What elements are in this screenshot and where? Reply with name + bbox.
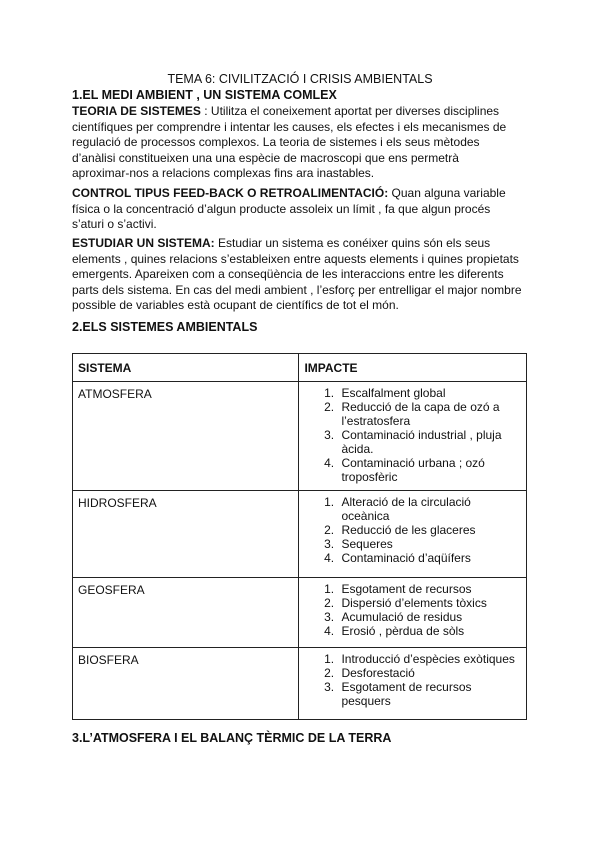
list-item: 2. Dispersió d’elements tòxics	[337, 596, 526, 610]
list-item: 1. Esgotament de recursos	[337, 582, 526, 596]
list-item: 4. Erosió , pèrdua de sòls	[337, 624, 526, 638]
impact-list	[299, 582, 526, 638]
table-row	[73, 648, 527, 720]
systems-table	[72, 353, 527, 720]
impact-cell	[299, 648, 527, 720]
term-control-feedback: CONTROL TIPUS FEED-BACK O RETROALIMENTACIÓ:	[72, 186, 389, 200]
term-estudiar-sistema: ESTUDIAR UN SISTEMA:	[72, 236, 215, 250]
list-item: 1. Introducció d’espècies exòtiques	[337, 652, 526, 666]
list-item: 4. Contaminació d’aqüífers	[337, 551, 526, 565]
table-row	[73, 491, 527, 578]
paragraph-estudiar-sistema: ESTUDIAR UN SISTEMA: Estudiar un sistema es conéixer quins són els seus elements , quines relacions s’estableixen entre aquests elements i quines propietats emergents. Apareixen com a conseqüència de les interaccions entre les diferents parts dels sistema. En cas del medi ambient , l’esforç per entrelligar el major nombre possible de variables està ocupant de científics de tot el món.	[72, 236, 522, 313]
list-item: 1. Escalfalment global	[337, 386, 526, 400]
list-item: 3. Acumulació de residus	[337, 610, 526, 624]
impact-list	[299, 495, 526, 565]
impact-list	[299, 652, 526, 708]
system-name: BIOSFERA	[73, 648, 299, 720]
section-heading-1: 1.EL MEDI AMBIENT , UN SISTEMA COMLEX	[72, 88, 337, 102]
paragraph-teoria-sistemes: TEORIA DE SISTEMES : Utilitza el coneixement aportat per diverses disciplines científiques per comprendre i intentar les causes, els efectes i els mecanismes de regulació de processos complexos. La teoria de sistemes i els seus mètodes d’anàlisi constitueixen una una espècie de macroscopi que ens permetrà aproximar-nos a relacions complexas fins ara inastables.	[72, 104, 507, 181]
system-name: ATMOSFERA	[73, 382, 299, 491]
impact-cell	[299, 491, 527, 578]
list-item: 2. Desforestació	[337, 666, 526, 680]
table-header-row	[73, 354, 527, 382]
list-item: 1. Alteració de la circulació oceànica	[337, 495, 526, 523]
paragraph-control-feedback: CONTROL TIPUS FEED-BACK O RETROALIMENTACIÓ: Quan alguna variable física o la concentració d’algun producte assoleix un límit , fa que algun procés s’aturi o s’activi.	[72, 186, 506, 232]
impact-cell	[299, 382, 527, 491]
table-row	[73, 578, 527, 648]
header-impacte: IMPACTE	[299, 354, 527, 382]
impact-cell	[299, 578, 527, 648]
list-item: 3. Sequeres	[337, 537, 526, 551]
list-item: 4. Contaminació urbana ; ozó troposfèric	[337, 456, 526, 484]
system-name: GEOSFERA	[73, 578, 299, 648]
system-name: HIDROSFERA	[73, 491, 299, 578]
list-item: 3. Esgotament de recursos pesquers	[337, 680, 526, 708]
section-heading-3: 3.L’ATMOSFERA I EL BALANÇ TÈRMIC DE LA TERRA	[72, 731, 392, 745]
table-row	[73, 382, 527, 491]
list-item: 2. Reducció de les glaceres	[337, 523, 526, 537]
document-title: TEMA 6: CIVILITZACIÓ I CRISIS AMBIENTALS	[167, 72, 433, 86]
header-sistema: SISTEMA	[73, 354, 299, 382]
list-item: 2. Reducció de la capa de ozó a l’estratosfera	[337, 400, 526, 428]
impact-list	[299, 386, 526, 484]
list-item: 3. Contaminació industrial , pluja àcida.	[337, 428, 526, 456]
term-teoria-sistemes: TEORIA DE SISTEMES	[72, 104, 201, 118]
section-heading-2: 2.ELS SISTEMES AMBIENTALS	[72, 320, 258, 334]
